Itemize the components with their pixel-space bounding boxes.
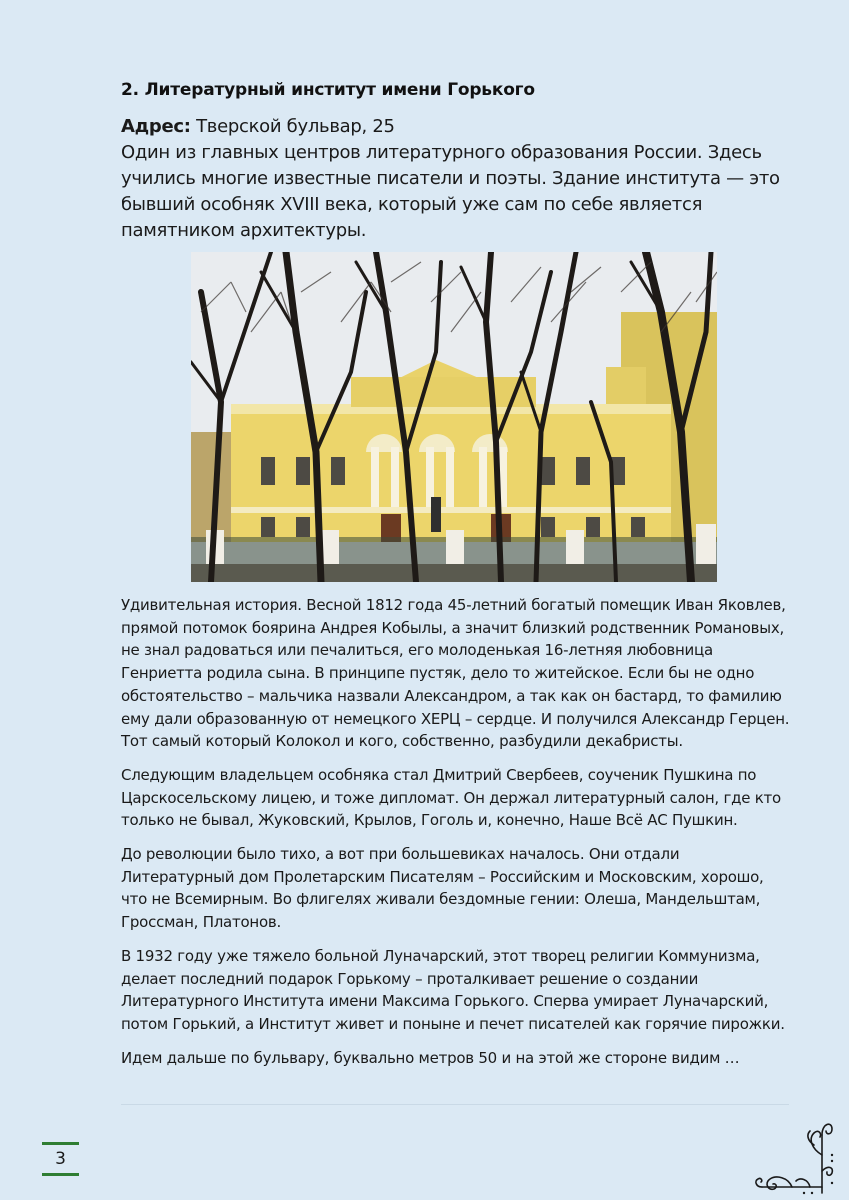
address-value: Тверской бульвар, 25 (196, 116, 395, 137)
paragraph: Следующим владельцем особняка стал Дмитрий Свербеев, соученик Пушкина по Царскосельскому лицею, и тоже дипломат. Он держал литературный салон, где кто только не бывал, Жуковский, Крылов, Гоголь и, конечно, Наше Всё АС Пушкин. (121, 765, 781, 830)
section-heading: 2. Литературный институт имени Горького (121, 80, 535, 100)
page-number-text: 3 (55, 1149, 66, 1169)
corner-ornament-icon (752, 1115, 836, 1195)
institute-photo (191, 252, 717, 582)
paragraph: Удивительная история. Весной 1812 года 45-летний богатый помещик Иван Яковлев, прямой потомок боярина Андрея Кобылы, а значит близкий родственник Романовых, не знал радоваться или печалиться, его молоденькая 16-летняя любовница Генриетта родила сына. В принципе пустяк, дело то житейское. Если бы не одно обстоятельство – мальчика назвали Александром, а так как он бастард, то фамилию ему дали образованную от немецкого ХЕРЦ – сердце. И получился Александр Герцен. Тот самый который Колокол и кого, собственно, разбудили декабристы. (121, 596, 790, 751)
intro-block (121, 114, 791, 244)
footer-divider (121, 1104, 789, 1105)
paragraph: В 1932 году уже тяжело больной Луначарский, этот творец религии Коммунизма, делает последний подарок Горькому – проталкивает решение о создании Литературного Института имени Максима Горького. Сперва умирает Луначарский, потом Горький, а Институт живет и поныне и печет писателей как горячие пирожки. (121, 946, 785, 1033)
building-illustration (191, 252, 717, 582)
page-number-bottom-bar (42, 1173, 79, 1176)
intro-text: Один из главных центров литературного образования России. Здесь учились многие известные писатели и поэты. Здание института — это бывший особняк XVIII века, который уже сам по себе является памятником архитектуры. (121, 142, 780, 241)
paragraph: До революции было тихо, а вот при большевиках началось. Они отдали Литературный дом Пролетарским Писателям – Российским и Московским, хорошо, что не Всемирным. Во флигелях живали бездомные гении: Олеша, Мандельштам, Гроссман, Платонов. (121, 845, 764, 932)
paragraph: Идем дальше по бульвару, буквально метров 50 и на этой же стороне видим … (121, 1048, 740, 1067)
article-body (121, 594, 791, 1069)
address-label: Адрес: (121, 116, 191, 137)
page-number (42, 1142, 79, 1176)
page-content (121, 80, 791, 1080)
